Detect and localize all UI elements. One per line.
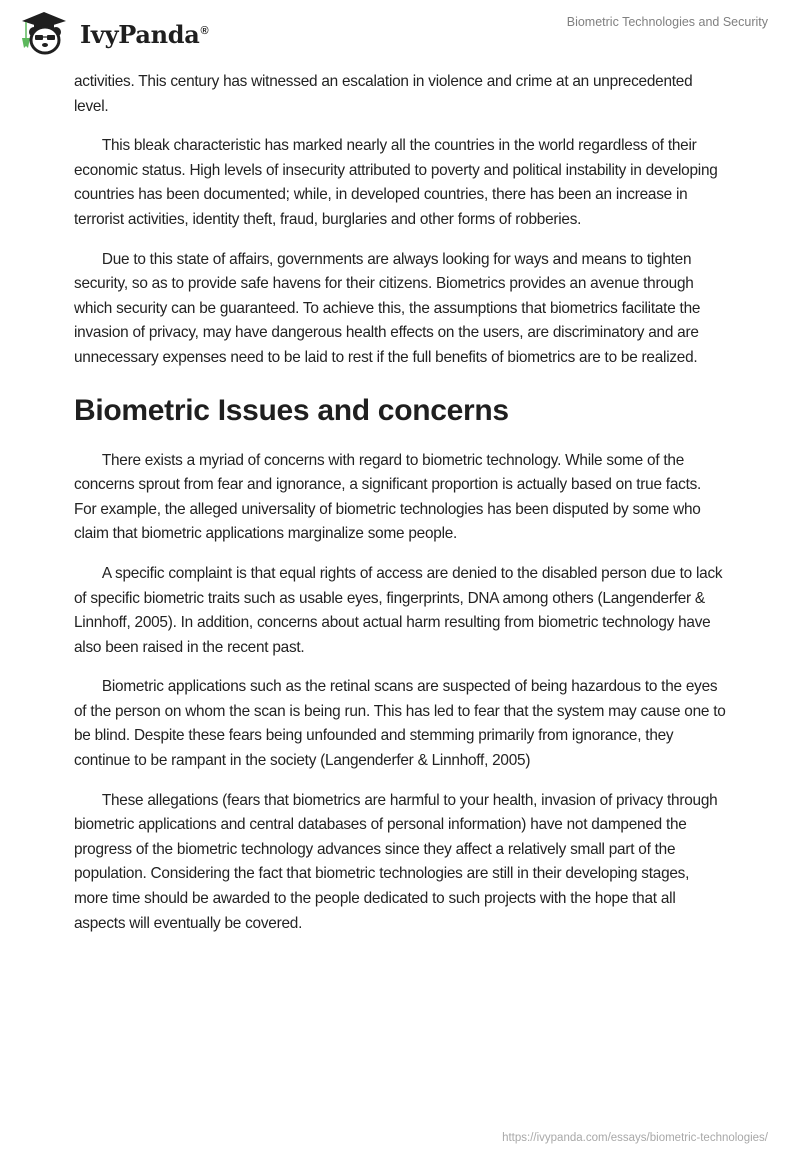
- brand-name: IvyPanda®: [80, 19, 209, 49]
- paragraph: activities. This century has witnessed an escalation in violence and crime at an unprecedented level.: [74, 73, 693, 115]
- ivypanda-logo[interactable]: [14, 8, 208, 56]
- source-url-link[interactable]: https://ivypanda.com/essays/biometric-technologies/: [502, 1132, 768, 1144]
- paragraph: These allegations (fears that biometrics are harmful to your health, invasion of privacy through biometric applications and central databases of personal information) have not dampened the progress of the biometric technology advances since they affect a relatively small part of the population. Considering the fact that biometric technologies are still in their developing stages, more time should be awarded to the people dedicated to such projects with the hope that all aspects will eventually be covered.: [74, 791, 718, 932]
- panda-graduate-icon: [14, 8, 74, 56]
- document-title: Biometric Technologies and Security: [566, 15, 768, 29]
- page-header: [0, 0, 800, 60]
- paragraph: This bleak characteristic has marked nearly all the countries in the world regardless of their economic status. High levels of insecurity attributed to poverty and political instability in developing countries has been documented; while, in developed countries, there has been an increase in terrorist activities, identity theft, fraud, burglaries and other forms of robberies.: [74, 137, 718, 228]
- paragraph: Biometric applications such as the retinal scans are suspected of being hazardous to the eyes of the person on whom the scan is being run. This has led to fear that the system may cause one to be blind. Despite these fears being unfounded and stemming primarily from ignorance, they continue to be rampant in the society (Langenderfer & Linnhoff, 2005): [74, 678, 726, 770]
- essay-content: [74, 70, 726, 951]
- paragraph: There exists a myriad of concerns with regard to biometric technology. While some of the concerns sprout from fear and ignorance, a significant proportion is actually based on true facts. For example, the alleged universality of biometric technologies has been disputed by some who claim that biometric applications marginalize some people.: [74, 451, 702, 543]
- paragraph: Due to this state of affairs, governments are always looking for ways and means to tighten security, so as to provide safe havens for their citizens. Biometrics provides an avenue through which security can be guaranteed. To achieve this, the assumptions that biometrics facilitate the invasion of privacy, may have dangerous health effects on the users, are discriminatory and are unnecessary expenses need to be laid to rest if the full benefits of biometrics are to be realized.: [74, 250, 701, 366]
- paragraph: A specific complaint is that equal rights of access are denied to the disabled person due to lack of specific biometric traits such as usable eyes, fingerprints, DNA among others (Langenderfer & Linnhoff, 2005). In addition, concerns about actual harm resulting from biometric technology have also been raised in the recent past.: [74, 564, 723, 656]
- registered-mark: ®: [200, 24, 209, 37]
- section-heading: Biometric Issues and concerns: [74, 393, 509, 427]
